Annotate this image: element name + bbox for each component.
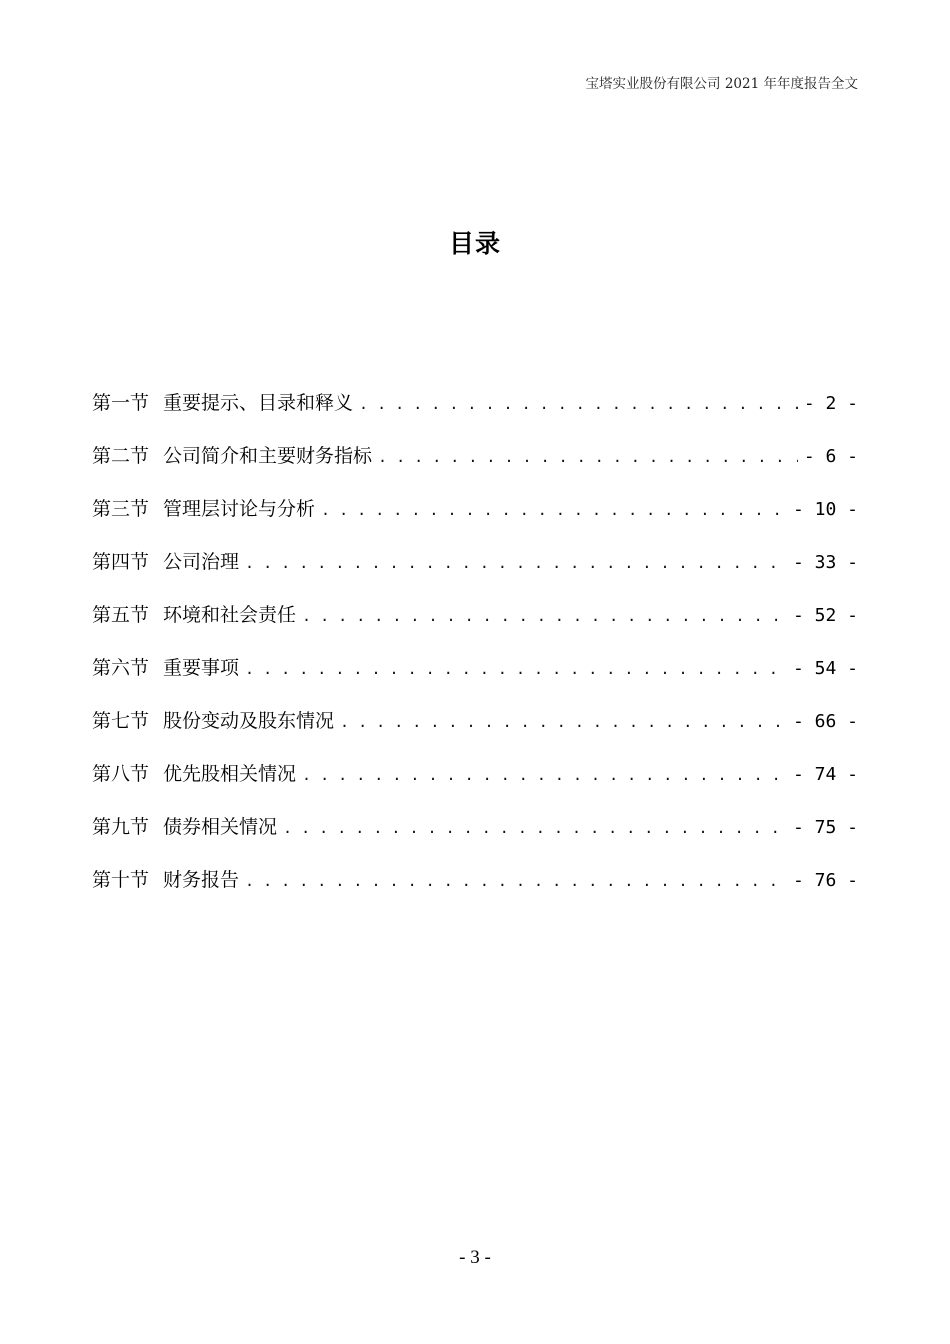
toc-entry-7[interactable] — [92, 706, 858, 759]
toc-section-number: 第四节 — [92, 551, 150, 573]
toc-section-name: 公司治理 — [163, 551, 240, 573]
toc-page-number: - 52 - — [792, 605, 858, 626]
toc-section-name: 环境和社会责任 — [163, 604, 297, 626]
toc-entry-6[interactable] — [92, 653, 858, 706]
toc-entry-10[interactable] — [92, 865, 858, 918]
toc-entry-2[interactable] — [92, 441, 858, 494]
toc-section-number: 第十节 — [92, 869, 150, 891]
toc-dot-leader — [302, 607, 787, 625]
toc-page-number: - 2 - — [803, 393, 858, 414]
toc-entry-9[interactable] — [92, 812, 858, 865]
toc-page-number: - 75 - — [792, 817, 858, 838]
toc-entry-1[interactable] — [92, 388, 858, 441]
toc-page-number: - 10 - — [792, 499, 858, 520]
toc-section-number: 第八节 — [92, 763, 150, 785]
toc-section-number: 第三节 — [92, 498, 150, 520]
toc-section-number: 第二节 — [92, 445, 150, 467]
toc-dot-leader — [302, 766, 787, 784]
toc-entry-4[interactable] — [92, 547, 858, 600]
toc-section-number: 第一节 — [92, 392, 150, 414]
toc-section-name: 债券相关情况 — [163, 816, 278, 838]
toc-section-name: 重要事项 — [163, 657, 240, 679]
toc-section-number: 第五节 — [92, 604, 150, 626]
toc-title: 目录 — [448, 229, 501, 258]
toc-dot-leader — [245, 660, 787, 678]
toc-dot-leader — [283, 819, 787, 837]
toc-page-number: - 76 - — [792, 870, 858, 891]
toc-entry-8[interactable] — [92, 759, 858, 812]
toc-entry-5[interactable] — [92, 600, 858, 653]
toc-dot-leader — [378, 448, 798, 466]
toc-section-name: 优先股相关情况 — [163, 763, 297, 785]
toc-dot-leader — [321, 501, 787, 519]
page-number: - 3 - — [459, 1247, 491, 1268]
toc-dot-leader — [245, 554, 787, 572]
toc-section-name: 财务报告 — [163, 869, 240, 891]
toc-section-name: 公司简介和主要财务指标 — [163, 445, 373, 467]
toc-section-number: 第七节 — [92, 710, 150, 732]
toc-page-number: - 54 - — [792, 658, 858, 679]
toc-page-number: - 6 - — [803, 446, 858, 467]
toc-section-number: 第九节 — [92, 816, 150, 838]
toc-page-number: - 66 - — [792, 711, 858, 732]
toc-page-number: - 74 - — [792, 764, 858, 785]
toc-page-number: - 33 - — [792, 552, 858, 573]
toc-section-number: 第六节 — [92, 657, 150, 679]
toc-section-name: 重要提示、目录和释义 — [163, 392, 354, 414]
table-of-contents — [92, 388, 858, 918]
toc-entry-3[interactable] — [92, 494, 858, 547]
toc-dot-leader — [245, 872, 787, 890]
toc-section-name: 股份变动及股东情况 — [163, 710, 335, 732]
toc-section-name: 管理层讨论与分析 — [163, 498, 316, 520]
toc-dot-leader — [359, 395, 798, 413]
toc-dot-leader — [340, 713, 787, 731]
running-header: 宝塔实业股份有限公司 2021 年年度报告全文 — [585, 76, 858, 92]
